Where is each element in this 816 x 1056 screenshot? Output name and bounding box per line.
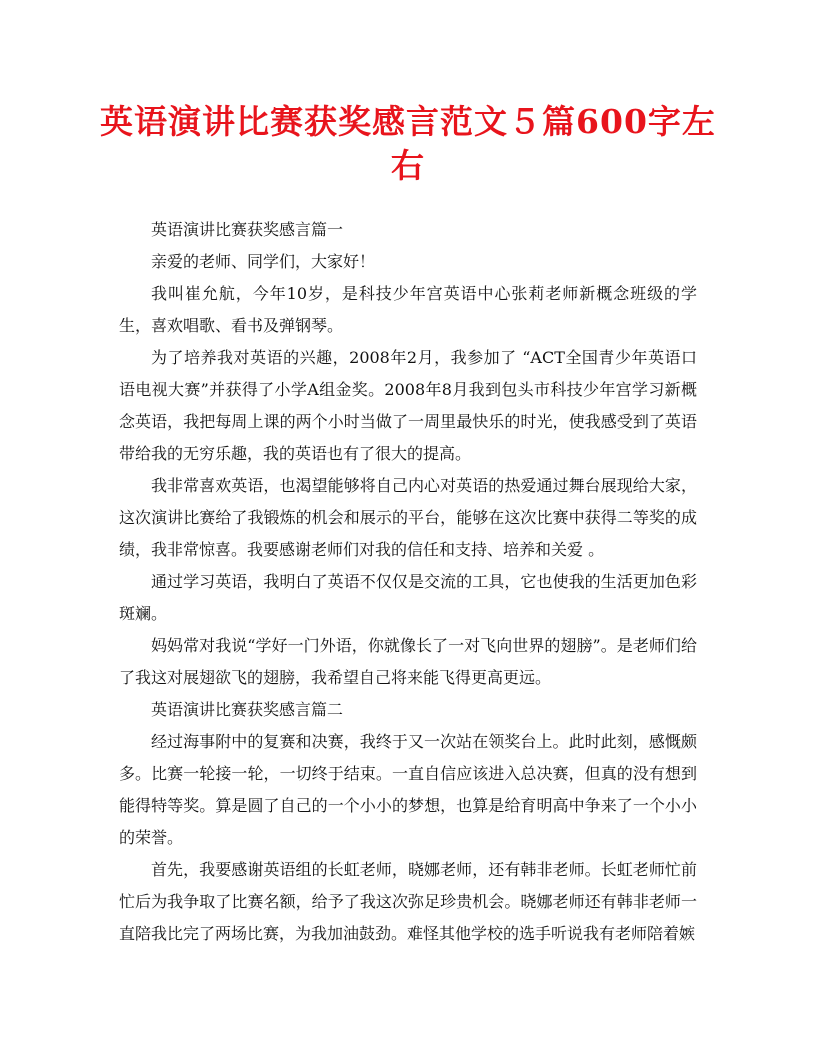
body-paragraph: 经过海事附中的复赛和决赛，我终于又一次站在领奖台上。此时此刻，感慨颇多。比赛一轮接一轮，一切终于结束。一直自信应该进入总决赛，但真的没有想到能得特等奖。算是圆了自己的一个小小的梦想，也算是给育明高中争来了一个小小的荣誉。 [119, 732, 697, 847]
body-paragraph: 为了培养我对英语的兴趣，2008年2月，我参加了 “ACT全国青少年英语口语电视大赛”并获得了小学A组金奖。2008年8月我到包头市科技少年宫学习新概念英语，我把每周上课的两个小时当做了一周里最快乐的时光，使我感受到了英语带给我的无穷乐趣，我的英语也有了很大的提高。 [119, 348, 697, 463]
body-paragraph: 我叫崔允航，今年10岁，是科技少年宫英语中心张莉老师新概念班级的学生，喜欢唱歌、看书及弹钢琴。 [119, 284, 697, 335]
section-heading: 英语演讲比赛获奖感言篇二 [151, 700, 344, 719]
body-paragraph: 首先，我要感谢英语组的长虹老师，晓娜老师，还有韩非老师。长虹老师忙前忙后为我争取了比赛名额，给予了我这次弥足珍贵机会。晓娜老师还有韩非老师一直陪我比完了两场比赛，为我加油鼓劲。难怪其他学校的选手听说我有老师陪着嫉 [119, 860, 697, 943]
document-title: 英语演讲比赛获奖感言范文５篇600字左右 [100, 102, 716, 185]
body-paragraph: 我非常喜欢英语，也渴望能够将自己内心对英语的热爱通过舞台展现给大家，这次演讲比赛给了我锻炼的机会和展示的平台，能够在这次比赛中获得二等奖的成绩，我非常惊喜。我要感谢老师们对我的信任和支持、培养和关爱 。 [119, 476, 697, 559]
document-body [119, 214, 697, 950]
section-heading: 英语演讲比赛获奖感言篇一 [151, 220, 344, 239]
greeting-paragraph: 亲爱的老师、同学们，大家好！ [151, 252, 376, 271]
body-paragraph: 妈妈常对我说“学好一门外语，你就像长了一对飞向世界的翅膀”。是老师们给了我这对展翅欲飞的翅膀，我希望自己将来能飞得更高更远。 [119, 636, 697, 687]
body-paragraph: 通过学习英语，我明白了英语不仅仅是交流的工具，它也使我的生活更加色彩斑斓。 [119, 572, 697, 623]
